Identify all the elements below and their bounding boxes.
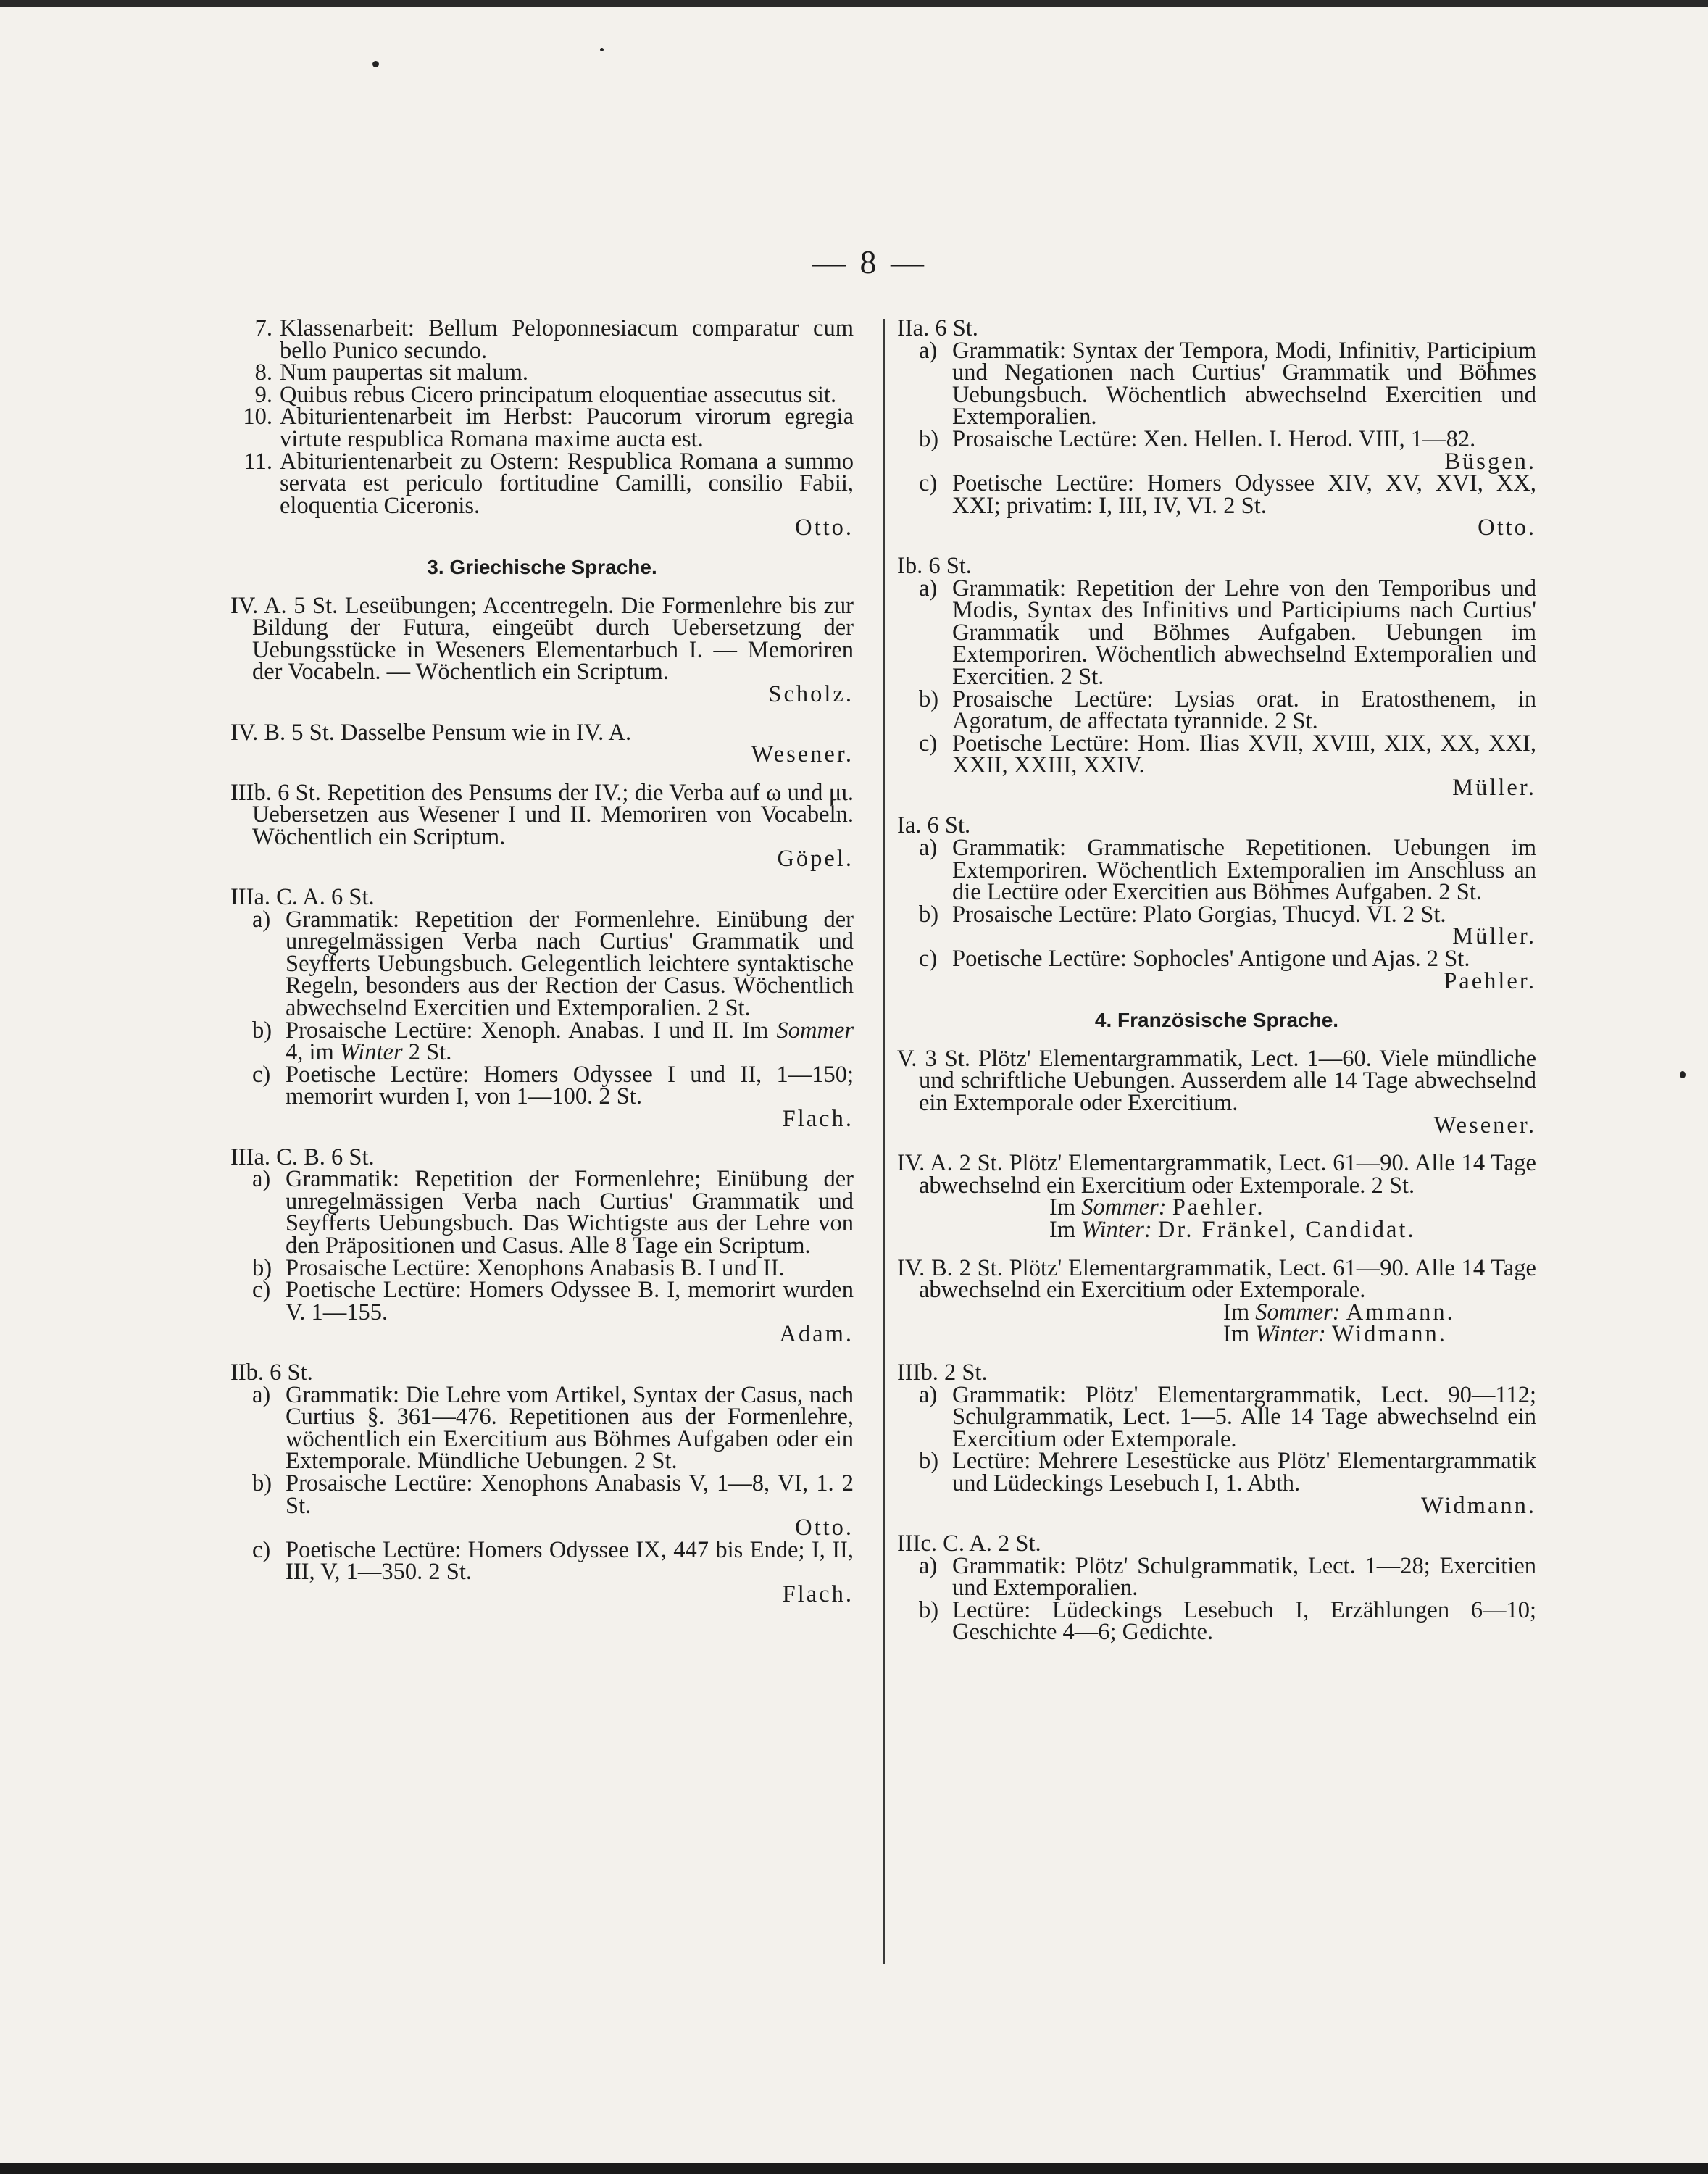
scan-top-edge	[0, 0, 1708, 7]
sub-item: a) Grammatik: Syntax der Tempora, Modi, Infinitiv, Participium und Negationen nach Curtius' Grammatik und Böhmes Uebungsbuch. Wöchentlich abwechselnd Exercitien und Extemporalien.	[919, 337, 1536, 430]
class-entry-iia	[897, 317, 1536, 539]
sub-item: a) Grammatik: Plötz' Schulgrammatik, Lect. 1—28; Exercitien und Extemporalien.	[919, 1552, 1536, 1602]
teacher-name: Müller.	[1452, 923, 1536, 950]
class-entry-iiia-ca	[230, 886, 854, 1130]
sub-item: c) Poetische Lectüre: Sophocles' Antigone und Ajas. 2 St.	[919, 946, 1470, 973]
teacher-name: Otto.	[1478, 515, 1536, 541]
sub-item: a) Grammatik: Plötz' Elementargrammatik, Lect. 90—112; Schulgrammatik, Lect. 1—5. Alle 14 Tage abwechselnd ein Exercitium oder Extemporale.	[919, 1381, 1536, 1452]
class-entry-head: IIIb. 2 St.	[897, 1359, 988, 1386]
class-entry-head: Ib. 6 St.	[897, 552, 972, 579]
sub-item: b) Prosaische Lectüre: Lysias orat. in Eratosthenem, in Agoratum, de affectata tyrannide. 2 St.	[919, 686, 1536, 735]
teacher-line: Im Winter: Dr. Fränkel, Candidat.	[1049, 1216, 1416, 1243]
sub-item: c) Poetische Lectüre: Homers Odyssee I und II, 1—150; memorirt wurden I, von 1—100. 2 St.	[252, 1061, 854, 1110]
teacher-name: Otto.	[795, 515, 854, 541]
topic-item: 9. Quibus rebus Cicero principatum eloquentiae assecutus sit.	[254, 381, 837, 408]
sub-item: b) Prosaische Lectüre: Xenoph. Anabas. I und II. Im Sommer 4, im Winter 2 St.	[252, 1017, 854, 1066]
class-entry-ivb-fr: IV. B. 2 St. Plötz' Elementargrammatik, Lect. 61—90. Alle 14 Tage abwechselnd ein Exercitium oder Extemporale. Im Sommer: Ammann. Im Winter: Widmann.	[897, 1254, 1536, 1348]
teacher-line: Im Sommer: Ammann.	[1223, 1299, 1455, 1325]
teacher-name: Otto.	[795, 1515, 854, 1541]
teacher-line: Im Sommer: Paehler.	[1049, 1194, 1265, 1221]
class-entry-iib	[230, 1359, 854, 1607]
teacher-name: Wesener.	[751, 741, 854, 768]
teacher-line: Im Winter: Widmann.	[1223, 1321, 1447, 1348]
right-column	[897, 317, 1536, 1659]
class-entry-head: IIIc. C. A. 2 St.	[897, 1530, 1041, 1557]
teacher-name: Scholz.	[768, 680, 854, 707]
class-entry-head: IIIa. C. A. 6 St.	[230, 884, 375, 911]
class-entry-ia	[897, 812, 1536, 994]
section-heading-greek: 3. Griechische Sprache.	[427, 555, 657, 578]
topic-item: 10. Abiturientenarbeit im Herbst: Paucorum virorum egregia virtute respublica Romana maxime aucta est.	[243, 404, 854, 452]
left-column	[230, 317, 854, 1621]
class-entry-iiib: IIIb. 6 St. Repetition des Pensums der IV.; die Verba auf ω und μι. Uebersetzen aus Wesener I und II. Memoriren von Vocabeln. Wöchentlich ein Scriptum. Göpel.	[230, 779, 854, 872]
sub-item: a) Grammatik: Repetition der Formenlehre; Einübung der unregelmässigen Verba nach Curtius' Grammatik und Seyfferts Uebungsbuch. Das Wichtigste aus der Lehre von den Präpositionen und Casus. Alle 8 Tage ein Scriptum.	[252, 1166, 854, 1259]
sub-item: a) Grammatik: Repetition der Lehre von den Temporibus und Modis, Syntax des Infinitivs und Participiums nach Curtius' Grammatik und Böhmes Aufgaben. Uebungen im Extemporiren. Wöchentlich abwechselnd Extemporalien und Exercitien. 2 St.	[919, 575, 1536, 690]
sub-item: a) Grammatik: Die Lehre vom Artikel, Syntax der Casus, nach Curtius §. 361—476. Repetitionen aus der Formenlehre, wöchentlich ein Exercitium aus Böhmes Aufgaben oder ein Extemporale. Mündliche Uebungen. 2 St.	[252, 1381, 854, 1475]
class-entry-head: IIa. 6 St.	[897, 315, 978, 341]
teacher-name: Müller.	[1452, 774, 1536, 801]
teacher-name: Büsgen.	[1444, 448, 1536, 475]
sub-item: b) Prosaische Lectüre: Plato Gorgias, Thucyd. VI. 2 St.	[919, 901, 1446, 928]
section-heading-french: 4. Französische Sprache.	[1094, 1009, 1339, 1032]
teacher-name: Wesener.	[1433, 1112, 1536, 1138]
class-entry-iva: IV. A. 5 St. Leseübungen; Accentregeln. Die Formenlehre bis zur Bildung der Futura, eingeübt durch Uebersetzung der Uebungsstücke in Weseners Elementarbuch I. — Memoriren der Vocabeln. — Wöchentlich ein Scriptum. Scholz.	[230, 592, 854, 707]
class-entry-iiia-cb	[230, 1146, 854, 1346]
sub-item: c) Poetische Lectüre: Homers Odyssee B. I, memorirt wurden V. 1—155.	[252, 1277, 854, 1325]
sub-item: b) Prosaische Lectüre: Xenophons Anabasis V, 1—8, VI, 1. 2 St.	[252, 1470, 854, 1519]
sub-item: c) Poetische Lectüre: Hom. Ilias XVII, XVIII, XIX, XX, XXI, XXII, XXIII, XXIV.	[919, 730, 1536, 779]
ink-speck	[372, 61, 379, 67]
sub-item: b) Lectüre: Mehrere Lesestücke aus Plötz' Elementargrammatik und Lüdeckings Lesebuch I, 1. Abth.	[919, 1448, 1536, 1496]
sub-item: b) Lectüre: Lüdeckings Lesebuch I, Erzählungen 6—10; Geschichte 4—6; Gedichte.	[919, 1596, 1536, 1646]
ink-speck	[600, 48, 604, 51]
topic-item: 7. Klassenarbeit: Bellum Peloponnesiacum comparatur cum bello Punico secundo.	[254, 315, 854, 364]
ink-speck	[1680, 1071, 1686, 1078]
class-entry-iiib-fr	[897, 1359, 1536, 1519]
page-number: — 8 —	[812, 243, 927, 280]
class-entry-head: IIIa. C. B. 6 St.	[230, 1144, 375, 1170]
column-divider	[883, 319, 885, 1964]
scan-bottom-edge	[0, 2163, 1708, 2174]
sub-item: c) Poetische Lectüre: Homers Odyssee XIV, XV, XVI, XX, XXI; privatim: I, III, IV, VI. 2 St.	[919, 470, 1536, 519]
class-entry-head: IIb. 6 St.	[230, 1359, 313, 1386]
sub-item: c) Poetische Lectüre: Homers Odyssee IX, 447 bis Ende; I, II, III, V, 1—350. 2 St.	[252, 1536, 854, 1586]
sub-item: b) Prosaische Lectüre: Xenophons Anabasis B. I und II.	[252, 1254, 785, 1281]
topic-item: 8. Num paupertas sit malum.	[254, 359, 528, 386]
class-entry-ivb: IV. B. 5 St. Dasselbe Pensum wie in IV. A. Wesener.	[230, 719, 854, 768]
class-entry-v: V. 3 St. Plötz' Elementargrammatik, Lect. 1—60. Viele mündliche und schriftliche Uebungen. Ausserdem alle 14 Tage abwechselnd ein Extemporale oder Exercitium. Wesener.	[897, 1045, 1536, 1138]
teacher-name: Flach.	[782, 1106, 854, 1132]
sub-item: a) Grammatik: Grammatische Repetitionen. Uebungen im Extemporiren. Wöchentlich Extemporalien im Anschluss an die Lectüre oder Exercitien aus Böhmes Aufgaben. 2 St.	[919, 835, 1536, 906]
teacher-name: Paehler.	[1444, 967, 1536, 994]
teacher-name: Flach.	[782, 1580, 854, 1607]
class-entry-ib	[897, 552, 1536, 801]
sub-item: b) Prosaische Lectüre: Xen. Hellen. I. Herod. VIII, 1—82.	[919, 425, 1476, 452]
teacher-name: Göpel.	[777, 846, 854, 872]
class-entry-iva-fr: IV. A. 2 St. Plötz' Elementargrammatik, Lect. 61—90. Alle 14 Tage abwechselnd ein Exercitium oder Extemporale. 2 St. Im Sommer: Paehler. Im Winter: Dr. Fränkel, Candidat.	[897, 1150, 1536, 1243]
topic-item: 11. Abiturientenarbeit zu Ostern: Respublica Romana a summo servata est periculo fortitudine Camilli, consilio Fabii, eloquentia Ciceronis.	[243, 448, 854, 519]
teacher-name: Widmann.	[1421, 1492, 1536, 1519]
sub-item: a) Grammatik: Repetition der Formenlehre. Einübung der unregelmässigen Verba nach Curtius' Grammatik und Seyfferts Uebungsbuch. Gelegentlich leichtere syntaktische Regeln, besonders aus der Rection der Casus. Wöchentlich abwechselnd Exercitien und Extemporalien. 2 St.	[252, 906, 854, 1022]
class-entry-iiic-fr	[897, 1530, 1536, 1646]
teacher-name: Adam.	[779, 1321, 854, 1348]
class-entry-head: Ia. 6 St.	[897, 812, 971, 839]
